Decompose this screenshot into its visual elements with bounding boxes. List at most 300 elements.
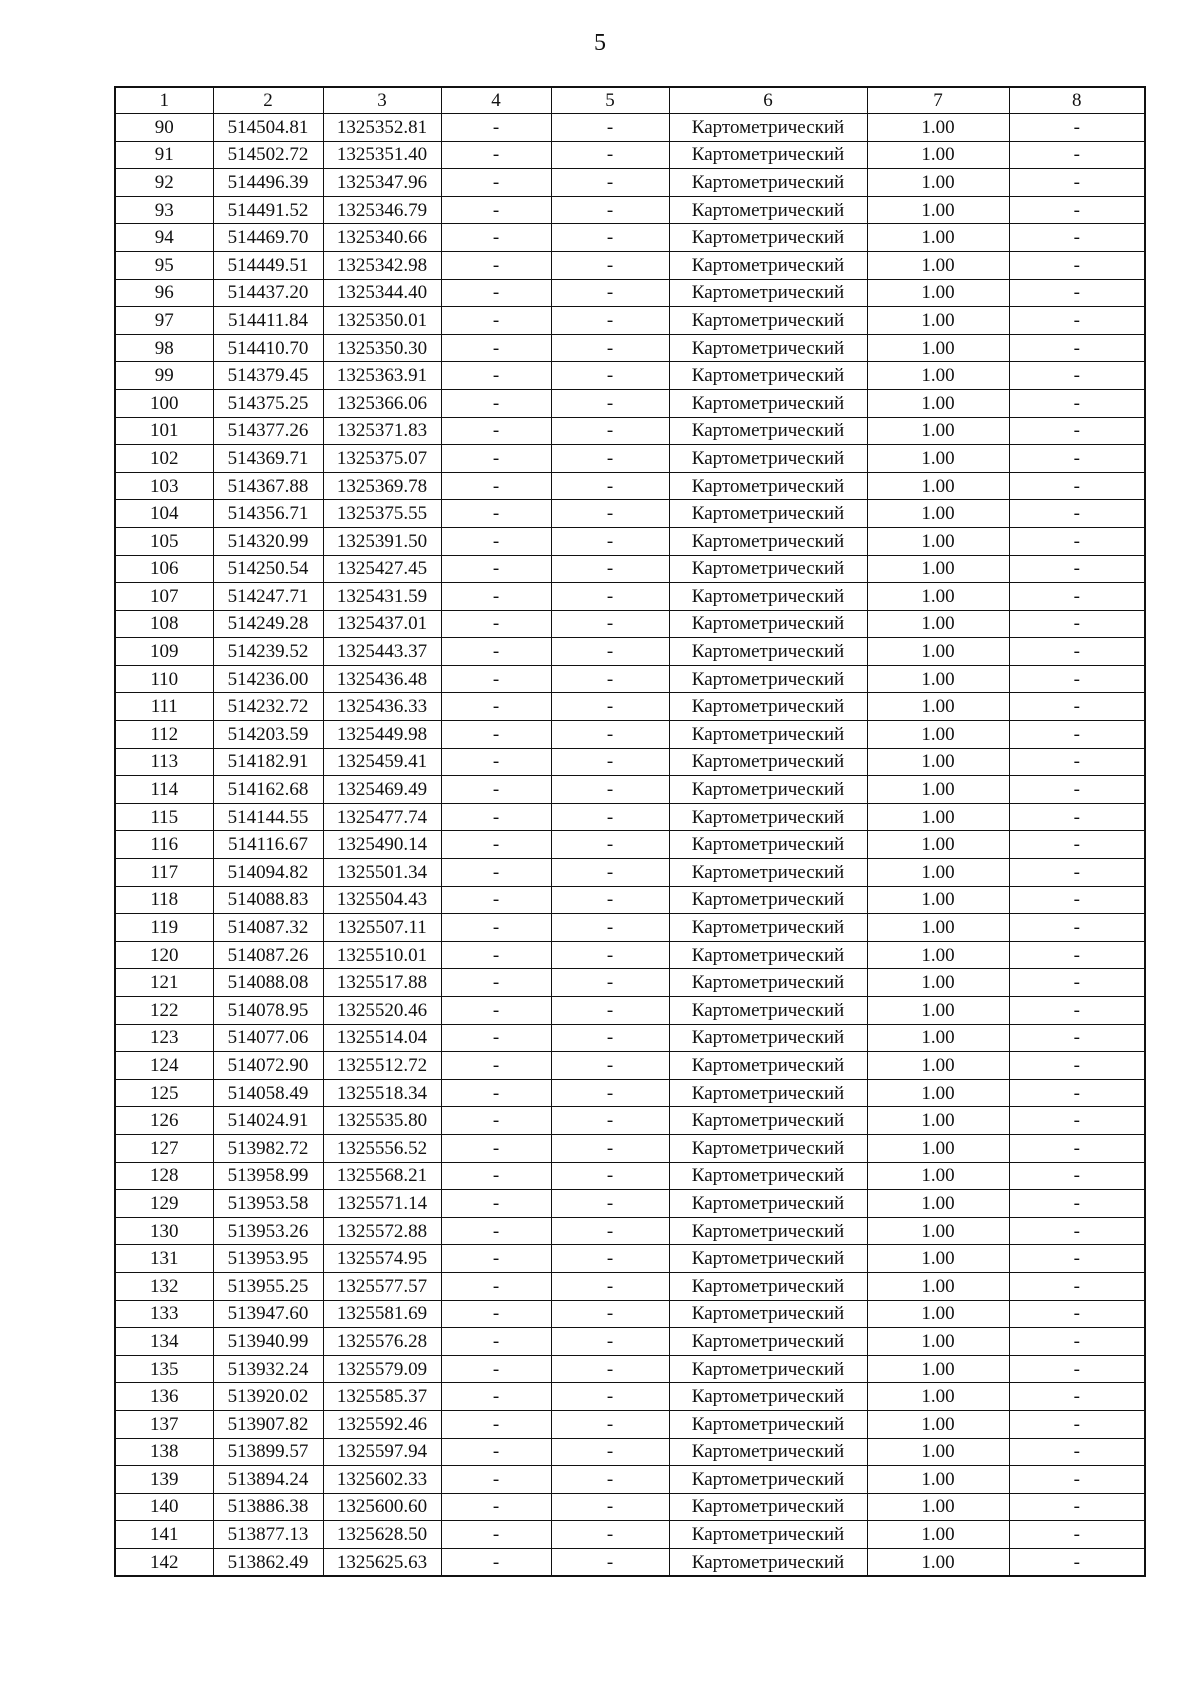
column-4-cell: - xyxy=(441,1383,551,1411)
column-4-cell: - xyxy=(441,941,551,969)
y-coordinate-cell: 1325507.11 xyxy=(323,914,441,942)
column-8-cell: - xyxy=(1009,141,1145,169)
x-coordinate-cell: 513894.24 xyxy=(213,1466,323,1494)
y-coordinate-cell: 1325625.63 xyxy=(323,1548,441,1576)
point-number-cell: 93 xyxy=(115,196,213,224)
y-coordinate-cell: 1325363.91 xyxy=(323,362,441,390)
column-8-cell: - xyxy=(1009,1355,1145,1383)
accuracy-cell: 1.00 xyxy=(867,1383,1009,1411)
point-number-cell: 118 xyxy=(115,886,213,914)
y-coordinate-cell: 1325459.41 xyxy=(323,748,441,776)
x-coordinate-cell: 513982.72 xyxy=(213,1134,323,1162)
table-row xyxy=(115,1438,1145,1466)
x-coordinate-cell: 514449.51 xyxy=(213,251,323,279)
column-8-cell: - xyxy=(1009,279,1145,307)
point-number-cell: 96 xyxy=(115,279,213,307)
y-coordinate-cell: 1325520.46 xyxy=(323,997,441,1025)
column-5-cell: - xyxy=(551,1548,669,1576)
table-row xyxy=(115,665,1145,693)
y-coordinate-cell: 1325342.98 xyxy=(323,251,441,279)
x-coordinate-cell: 514410.70 xyxy=(213,334,323,362)
method-cell: Картометрический xyxy=(669,1548,867,1576)
column-8-cell: - xyxy=(1009,445,1145,473)
table-row xyxy=(115,279,1145,307)
point-number-cell: 108 xyxy=(115,610,213,638)
point-number-cell: 136 xyxy=(115,1383,213,1411)
column-4-cell: - xyxy=(441,224,551,252)
x-coordinate-cell: 514496.39 xyxy=(213,169,323,197)
point-number-cell: 97 xyxy=(115,307,213,335)
accuracy-cell: 1.00 xyxy=(867,941,1009,969)
table-row xyxy=(115,1466,1145,1494)
column-8-cell: - xyxy=(1009,196,1145,224)
x-coordinate-cell: 514411.84 xyxy=(213,307,323,335)
table-row xyxy=(115,997,1145,1025)
accuracy-cell: 1.00 xyxy=(867,1162,1009,1190)
column-5-cell: - xyxy=(551,527,669,555)
method-cell: Картометрический xyxy=(669,665,867,693)
column-5-cell: - xyxy=(551,969,669,997)
point-number-cell: 124 xyxy=(115,1052,213,1080)
column-4-cell: - xyxy=(441,969,551,997)
column-5-cell: - xyxy=(551,859,669,887)
y-coordinate-cell: 1325504.43 xyxy=(323,886,441,914)
column-8-cell: - xyxy=(1009,555,1145,583)
column-5-cell: - xyxy=(551,1328,669,1356)
table-row xyxy=(115,1272,1145,1300)
method-cell: Картометрический xyxy=(669,610,867,638)
column-4-cell: - xyxy=(441,196,551,224)
accuracy-cell: 1.00 xyxy=(867,914,1009,942)
point-number-cell: 107 xyxy=(115,583,213,611)
column-8-cell: - xyxy=(1009,114,1145,142)
y-coordinate-cell: 1325449.98 xyxy=(323,721,441,749)
method-cell: Картометрический xyxy=(669,251,867,279)
column-4-cell: - xyxy=(441,859,551,887)
table-row xyxy=(115,638,1145,666)
accuracy-cell: 1.00 xyxy=(867,886,1009,914)
table-row xyxy=(115,610,1145,638)
table-row xyxy=(115,859,1145,887)
y-coordinate-cell: 1325351.40 xyxy=(323,141,441,169)
accuracy-cell: 1.00 xyxy=(867,803,1009,831)
x-coordinate-cell: 514072.90 xyxy=(213,1052,323,1080)
method-cell: Картометрический xyxy=(669,1079,867,1107)
method-cell: Картометрический xyxy=(669,1521,867,1549)
table-row xyxy=(115,1162,1145,1190)
y-coordinate-cell: 1325602.33 xyxy=(323,1466,441,1494)
x-coordinate-cell: 514203.59 xyxy=(213,721,323,749)
column-8-cell: - xyxy=(1009,362,1145,390)
y-coordinate-cell: 1325510.01 xyxy=(323,941,441,969)
point-number-cell: 130 xyxy=(115,1217,213,1245)
point-number-cell: 134 xyxy=(115,1328,213,1356)
method-cell: Картометрический xyxy=(669,583,867,611)
method-cell: Картометрический xyxy=(669,969,867,997)
column-8-cell: - xyxy=(1009,1052,1145,1080)
table-row xyxy=(115,693,1145,721)
table-row xyxy=(115,1079,1145,1107)
column-4-cell: - xyxy=(441,527,551,555)
column-5-cell: - xyxy=(551,141,669,169)
method-cell: Картометрический xyxy=(669,1134,867,1162)
accuracy-cell: 1.00 xyxy=(867,859,1009,887)
column-4-cell: - xyxy=(441,1493,551,1521)
point-number-cell: 90 xyxy=(115,114,213,142)
column-5-cell: - xyxy=(551,1079,669,1107)
accuracy-cell: 1.00 xyxy=(867,472,1009,500)
column-4-cell: - xyxy=(441,1548,551,1576)
column-4-cell: - xyxy=(441,1190,551,1218)
method-cell: Картометрический xyxy=(669,1024,867,1052)
table-row xyxy=(115,583,1145,611)
x-coordinate-cell: 513953.26 xyxy=(213,1217,323,1245)
table-row xyxy=(115,472,1145,500)
column-4-cell: - xyxy=(441,1328,551,1356)
y-coordinate-cell: 1325628.50 xyxy=(323,1521,441,1549)
method-cell: Картометрический xyxy=(669,1300,867,1328)
column-4-cell: - xyxy=(441,251,551,279)
table-row xyxy=(115,1134,1145,1162)
table-header-row xyxy=(115,87,1145,114)
accuracy-cell: 1.00 xyxy=(867,1024,1009,1052)
method-cell: Картометрический xyxy=(669,1383,867,1411)
column-8-cell: - xyxy=(1009,1300,1145,1328)
point-number-cell: 91 xyxy=(115,141,213,169)
table-row xyxy=(115,1355,1145,1383)
accuracy-cell: 1.00 xyxy=(867,721,1009,749)
column-8-cell: - xyxy=(1009,1217,1145,1245)
column-8-cell: - xyxy=(1009,1162,1145,1190)
method-cell: Картометрический xyxy=(669,1493,867,1521)
x-coordinate-cell: 513932.24 xyxy=(213,1355,323,1383)
method-cell: Картометрический xyxy=(669,997,867,1025)
column-8-cell: - xyxy=(1009,941,1145,969)
accuracy-cell: 1.00 xyxy=(867,417,1009,445)
column-8-cell: - xyxy=(1009,1190,1145,1218)
x-coordinate-cell: 514504.81 xyxy=(213,114,323,142)
column-8-cell: - xyxy=(1009,583,1145,611)
table-row xyxy=(115,1217,1145,1245)
column-4-cell: - xyxy=(441,1410,551,1438)
column-5-cell: - xyxy=(551,389,669,417)
column-8-cell: - xyxy=(1009,1134,1145,1162)
point-number-cell: 139 xyxy=(115,1466,213,1494)
accuracy-cell: 1.00 xyxy=(867,114,1009,142)
accuracy-cell: 1.00 xyxy=(867,334,1009,362)
table-row xyxy=(115,307,1145,335)
x-coordinate-cell: 514379.45 xyxy=(213,362,323,390)
y-coordinate-cell: 1325571.14 xyxy=(323,1190,441,1218)
column-5-cell: - xyxy=(551,610,669,638)
column-5-cell: - xyxy=(551,500,669,528)
column-4-cell: - xyxy=(441,1355,551,1383)
column-5-cell: - xyxy=(551,803,669,831)
column-4-cell: - xyxy=(441,638,551,666)
x-coordinate-cell: 514249.28 xyxy=(213,610,323,638)
table-row xyxy=(115,527,1145,555)
method-cell: Картометрический xyxy=(669,803,867,831)
x-coordinate-cell: 514375.25 xyxy=(213,389,323,417)
x-coordinate-cell: 514236.00 xyxy=(213,665,323,693)
column-8-cell: - xyxy=(1009,859,1145,887)
column-4-cell: - xyxy=(441,776,551,804)
column-5-cell: - xyxy=(551,1355,669,1383)
x-coordinate-cell: 513899.57 xyxy=(213,1438,323,1466)
accuracy-cell: 1.00 xyxy=(867,1079,1009,1107)
table-row xyxy=(115,914,1145,942)
column-4-cell: - xyxy=(441,362,551,390)
column-5-cell: - xyxy=(551,693,669,721)
column-5-cell: - xyxy=(551,997,669,1025)
column-8-cell: - xyxy=(1009,472,1145,500)
x-coordinate-cell: 514320.99 xyxy=(213,527,323,555)
table-row xyxy=(115,1245,1145,1273)
column-5-cell: - xyxy=(551,362,669,390)
method-cell: Картометрический xyxy=(669,1217,867,1245)
column-5-cell: - xyxy=(551,1300,669,1328)
method-cell: Картометрический xyxy=(669,307,867,335)
column-8-cell: - xyxy=(1009,721,1145,749)
x-coordinate-cell: 513955.25 xyxy=(213,1272,323,1300)
y-coordinate-cell: 1325437.01 xyxy=(323,610,441,638)
x-coordinate-cell: 513953.95 xyxy=(213,1245,323,1273)
column-8-cell: - xyxy=(1009,251,1145,279)
column-4-cell: - xyxy=(441,665,551,693)
column-5-cell: - xyxy=(551,583,669,611)
column-8-cell: - xyxy=(1009,224,1145,252)
table-row xyxy=(115,1493,1145,1521)
table-row xyxy=(115,224,1145,252)
accuracy-cell: 1.00 xyxy=(867,527,1009,555)
column-header: 4 xyxy=(441,87,551,114)
method-cell: Картометрический xyxy=(669,279,867,307)
y-coordinate-cell: 1325556.52 xyxy=(323,1134,441,1162)
y-coordinate-cell: 1325436.48 xyxy=(323,665,441,693)
column-4-cell: - xyxy=(441,610,551,638)
column-8-cell: - xyxy=(1009,1024,1145,1052)
method-cell: Картометрический xyxy=(669,914,867,942)
accuracy-cell: 1.00 xyxy=(867,1466,1009,1494)
y-coordinate-cell: 1325350.30 xyxy=(323,334,441,362)
column-5-cell: - xyxy=(551,1245,669,1273)
column-4-cell: - xyxy=(441,1024,551,1052)
y-coordinate-cell: 1325347.96 xyxy=(323,169,441,197)
table-row xyxy=(115,1190,1145,1218)
column-5-cell: - xyxy=(551,1190,669,1218)
point-number-cell: 115 xyxy=(115,803,213,831)
column-8-cell: - xyxy=(1009,831,1145,859)
column-8-cell: - xyxy=(1009,389,1145,417)
table-row xyxy=(115,1383,1145,1411)
y-coordinate-cell: 1325597.94 xyxy=(323,1438,441,1466)
accuracy-cell: 1.00 xyxy=(867,500,1009,528)
y-coordinate-cell: 1325512.72 xyxy=(323,1052,441,1080)
column-8-cell: - xyxy=(1009,1272,1145,1300)
point-number-cell: 112 xyxy=(115,721,213,749)
column-5-cell: - xyxy=(551,1052,669,1080)
y-coordinate-cell: 1325391.50 xyxy=(323,527,441,555)
column-4-cell: - xyxy=(441,445,551,473)
method-cell: Картометрический xyxy=(669,196,867,224)
y-coordinate-cell: 1325431.59 xyxy=(323,583,441,611)
method-cell: Картометрический xyxy=(669,1272,867,1300)
method-cell: Картометрический xyxy=(669,1052,867,1080)
table-row xyxy=(115,141,1145,169)
column-5-cell: - xyxy=(551,1024,669,1052)
method-cell: Картометрический xyxy=(669,169,867,197)
accuracy-cell: 1.00 xyxy=(867,141,1009,169)
y-coordinate-cell: 1325469.49 xyxy=(323,776,441,804)
column-5-cell: - xyxy=(551,748,669,776)
x-coordinate-cell: 514437.20 xyxy=(213,279,323,307)
table-row xyxy=(115,1328,1145,1356)
x-coordinate-cell: 513940.99 xyxy=(213,1328,323,1356)
y-coordinate-cell: 1325371.83 xyxy=(323,417,441,445)
column-8-cell: - xyxy=(1009,527,1145,555)
column-4-cell: - xyxy=(441,279,551,307)
table-row xyxy=(115,748,1145,776)
y-coordinate-cell: 1325568.21 xyxy=(323,1162,441,1190)
column-8-cell: - xyxy=(1009,169,1145,197)
table-row xyxy=(115,776,1145,804)
column-5-cell: - xyxy=(551,169,669,197)
point-number-cell: 95 xyxy=(115,251,213,279)
method-cell: Картометрический xyxy=(669,1438,867,1466)
accuracy-cell: 1.00 xyxy=(867,555,1009,583)
x-coordinate-cell: 514088.83 xyxy=(213,886,323,914)
column-header: 5 xyxy=(551,87,669,114)
column-8-cell: - xyxy=(1009,1548,1145,1576)
table-row xyxy=(115,803,1145,831)
column-8-cell: - xyxy=(1009,1245,1145,1273)
point-number-cell: 141 xyxy=(115,1521,213,1549)
y-coordinate-cell: 1325427.45 xyxy=(323,555,441,583)
y-coordinate-cell: 1325352.81 xyxy=(323,114,441,142)
accuracy-cell: 1.00 xyxy=(867,776,1009,804)
column-header: 6 xyxy=(669,87,867,114)
column-4-cell: - xyxy=(441,1521,551,1549)
column-8-cell: - xyxy=(1009,417,1145,445)
x-coordinate-cell: 514144.55 xyxy=(213,803,323,831)
column-8-cell: - xyxy=(1009,334,1145,362)
table-row xyxy=(115,555,1145,583)
point-number-cell: 94 xyxy=(115,224,213,252)
y-coordinate-cell: 1325535.80 xyxy=(323,1107,441,1135)
column-5-cell: - xyxy=(551,1521,669,1549)
point-number-cell: 140 xyxy=(115,1493,213,1521)
point-number-cell: 105 xyxy=(115,527,213,555)
table-row xyxy=(115,196,1145,224)
point-number-cell: 111 xyxy=(115,693,213,721)
method-cell: Картометрический xyxy=(669,1190,867,1218)
accuracy-cell: 1.00 xyxy=(867,997,1009,1025)
y-coordinate-cell: 1325350.01 xyxy=(323,307,441,335)
accuracy-cell: 1.00 xyxy=(867,1217,1009,1245)
column-4-cell: - xyxy=(441,1079,551,1107)
y-coordinate-cell: 1325436.33 xyxy=(323,693,441,721)
accuracy-cell: 1.00 xyxy=(867,1300,1009,1328)
column-5-cell: - xyxy=(551,417,669,445)
x-coordinate-cell: 513877.13 xyxy=(213,1521,323,1549)
column-5-cell: - xyxy=(551,886,669,914)
point-number-cell: 138 xyxy=(115,1438,213,1466)
column-5-cell: - xyxy=(551,114,669,142)
column-4-cell: - xyxy=(441,997,551,1025)
table-row xyxy=(115,721,1145,749)
column-5-cell: - xyxy=(551,776,669,804)
x-coordinate-cell: 514094.82 xyxy=(213,859,323,887)
table-row xyxy=(115,334,1145,362)
point-number-cell: 106 xyxy=(115,555,213,583)
table-row xyxy=(115,445,1145,473)
x-coordinate-cell: 513920.02 xyxy=(213,1383,323,1411)
column-8-cell: - xyxy=(1009,1328,1145,1356)
point-number-cell: 142 xyxy=(115,1548,213,1576)
table-row xyxy=(115,251,1145,279)
column-8-cell: - xyxy=(1009,638,1145,666)
point-number-cell: 104 xyxy=(115,500,213,528)
accuracy-cell: 1.00 xyxy=(867,389,1009,417)
table-body xyxy=(115,114,1145,1577)
column-5-cell: - xyxy=(551,1383,669,1411)
method-cell: Картометрический xyxy=(669,114,867,142)
accuracy-cell: 1.00 xyxy=(867,583,1009,611)
method-cell: Картометрический xyxy=(669,472,867,500)
accuracy-cell: 1.00 xyxy=(867,831,1009,859)
x-coordinate-cell: 514367.88 xyxy=(213,472,323,500)
column-header: 8 xyxy=(1009,87,1145,114)
point-number-cell: 102 xyxy=(115,445,213,473)
column-4-cell: - xyxy=(441,472,551,500)
column-8-cell: - xyxy=(1009,1521,1145,1549)
point-number-cell: 103 xyxy=(115,472,213,500)
column-8-cell: - xyxy=(1009,914,1145,942)
column-4-cell: - xyxy=(441,307,551,335)
y-coordinate-cell: 1325577.57 xyxy=(323,1272,441,1300)
column-4-cell: - xyxy=(441,389,551,417)
y-coordinate-cell: 1325517.88 xyxy=(323,969,441,997)
method-cell: Картометрический xyxy=(669,859,867,887)
point-number-cell: 121 xyxy=(115,969,213,997)
x-coordinate-cell: 514377.26 xyxy=(213,417,323,445)
x-coordinate-cell: 514162.68 xyxy=(213,776,323,804)
x-coordinate-cell: 513907.82 xyxy=(213,1410,323,1438)
accuracy-cell: 1.00 xyxy=(867,169,1009,197)
table-row xyxy=(115,1052,1145,1080)
column-5-cell: - xyxy=(551,251,669,279)
column-8-cell: - xyxy=(1009,665,1145,693)
accuracy-cell: 1.00 xyxy=(867,1548,1009,1576)
point-number-cell: 119 xyxy=(115,914,213,942)
accuracy-cell: 1.00 xyxy=(867,665,1009,693)
column-4-cell: - xyxy=(441,1052,551,1080)
point-number-cell: 116 xyxy=(115,831,213,859)
method-cell: Картометрический xyxy=(669,831,867,859)
column-4-cell: - xyxy=(441,914,551,942)
y-coordinate-cell: 1325501.34 xyxy=(323,859,441,887)
table-row xyxy=(115,969,1145,997)
accuracy-cell: 1.00 xyxy=(867,1521,1009,1549)
accuracy-cell: 1.00 xyxy=(867,748,1009,776)
method-cell: Картометрический xyxy=(669,362,867,390)
point-number-cell: 135 xyxy=(115,1355,213,1383)
accuracy-cell: 1.00 xyxy=(867,445,1009,473)
y-coordinate-cell: 1325574.95 xyxy=(323,1245,441,1273)
x-coordinate-cell: 513886.38 xyxy=(213,1493,323,1521)
y-coordinate-cell: 1325518.34 xyxy=(323,1079,441,1107)
accuracy-cell: 1.00 xyxy=(867,1410,1009,1438)
